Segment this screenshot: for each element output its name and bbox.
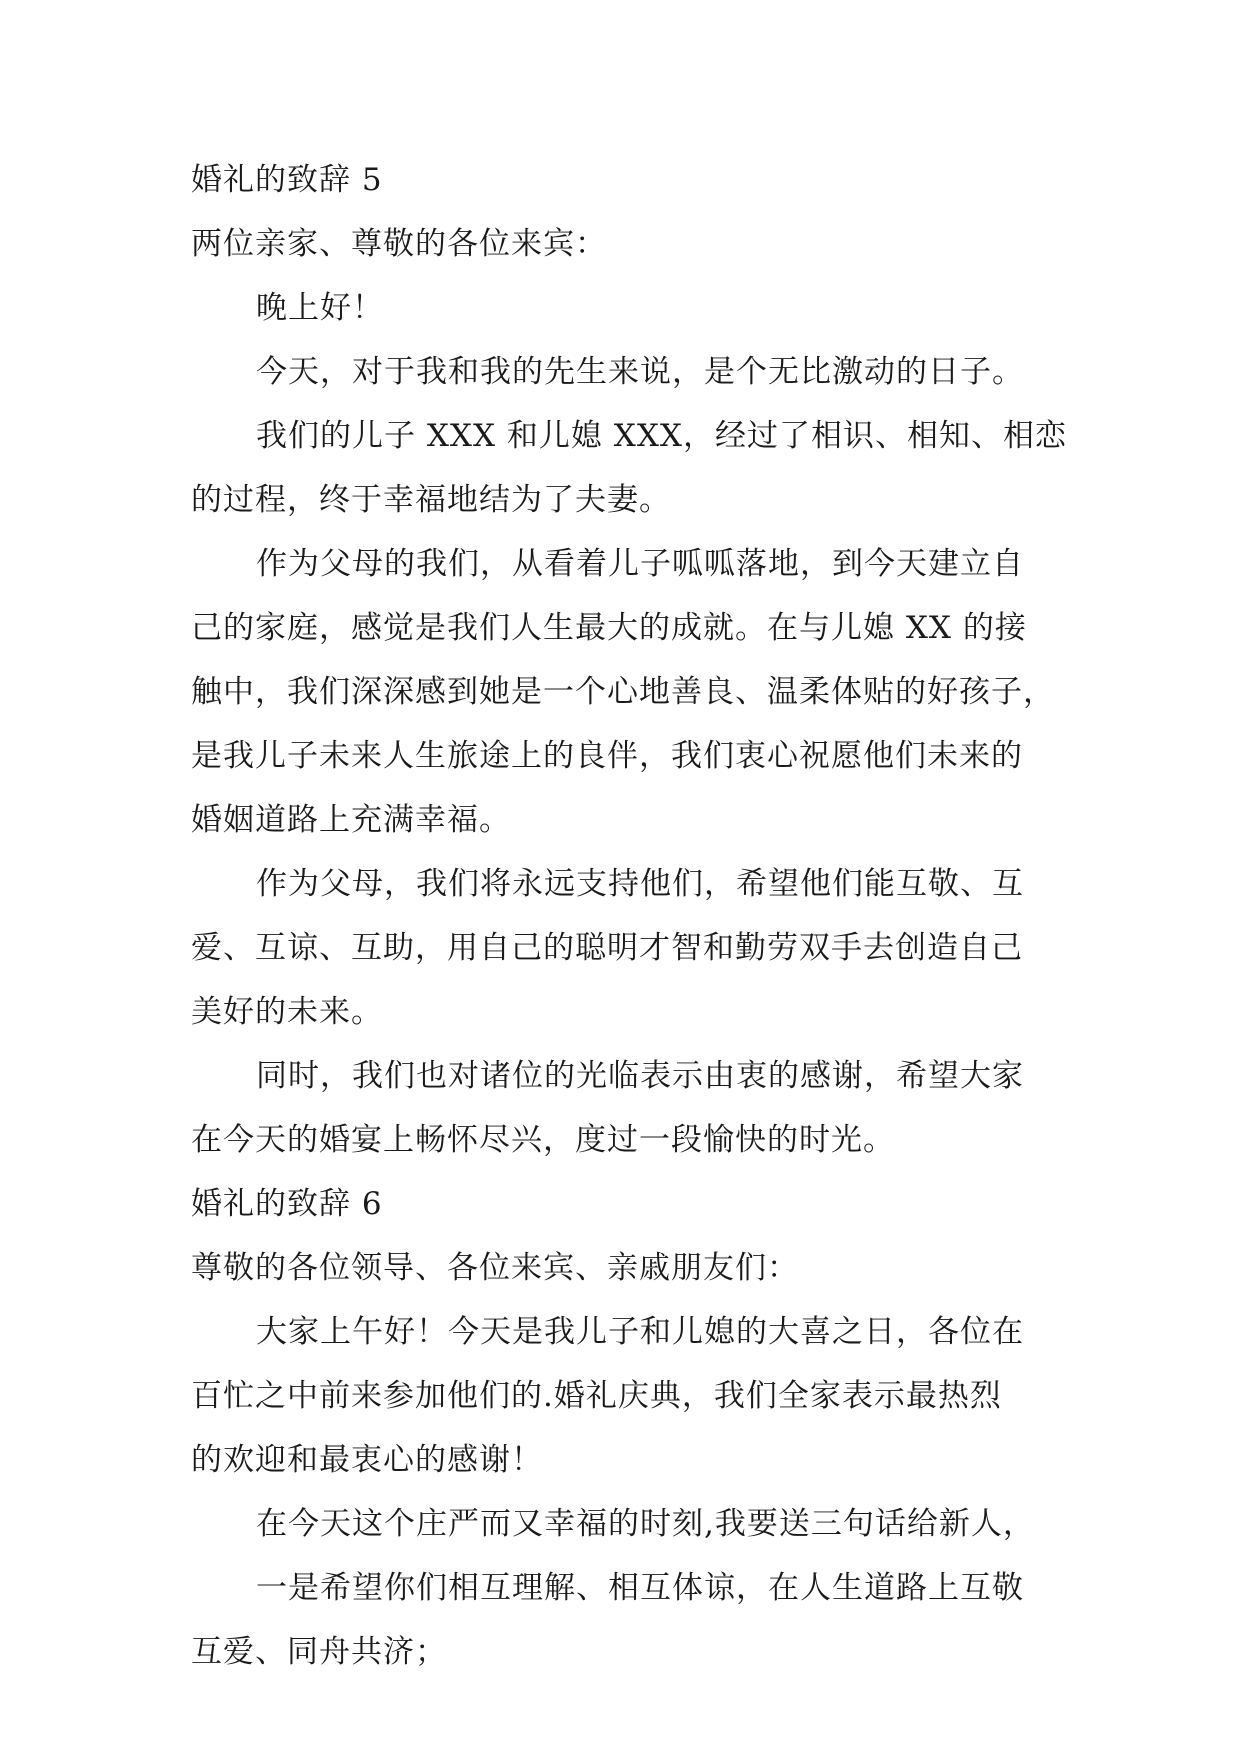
salutation: 尊敬的各位领导、各位来宾、亲戚朋友们： [191, 1250, 799, 1286]
paragraph-line: 在今天的婚宴上畅怀尽兴，度过一段愉快的时光。 [191, 1122, 895, 1158]
paragraph-line: 大家上午好！今天是我儿子和儿媳的大喜之日，各位在 [256, 1314, 1024, 1350]
paragraph-line: 在今天这个庄严而又幸福的时刻,我要送三句话给新人， [256, 1506, 1035, 1542]
paragraph-line: 一是希望你们相互理解、相互体谅，在人生道路上互敬 [256, 1570, 1024, 1606]
paragraph-line: 是我儿子未来人生旅途上的良伴，我们衷心祝愿他们未来的 [191, 738, 1023, 774]
paragraph-line: 互爱、同舟共济； [191, 1634, 447, 1670]
paragraph-line: 今天，对于我和我的先生来说，是个无比激动的日子。 [256, 354, 1024, 390]
paragraph-line: 爱、互谅、互助，用自己的聪明才智和勤劳双手去创造自己 [191, 930, 1023, 966]
salutation: 两位亲家、尊敬的各位来宾： [191, 226, 607, 262]
paragraph-line: 的过程，终于幸福地结为了夫妻。 [191, 482, 671, 518]
paragraph-line: 同时，我们也对诸位的光临表示由衷的感谢，希望大家 [256, 1058, 1024, 1094]
paragraph-line: 己的家庭，感觉是我们人生最大的成就。在与儿媳 XX 的接 [191, 610, 1027, 646]
section-title: 婚礼的致辞 6 [191, 1186, 383, 1222]
paragraph-line: 婚姻道路上充满幸福。 [191, 802, 511, 838]
paragraph-line: 美好的未来。 [191, 994, 383, 1030]
greeting: 晚上好！ [256, 290, 384, 326]
paragraph-line: 我们的儿子 XXX 和儿媳 XXX，经过了相识、相知、相恋 [256, 418, 1067, 454]
section-title: 婚礼的致辞 5 [191, 162, 383, 198]
paragraph-line: 触中，我们深深感到她是一个心地善良、温柔体贴的好孩子， [191, 674, 1055, 710]
paragraph-line: 的欢迎和最衷心的感谢！ [191, 1442, 543, 1478]
paragraph-line: 作为父母，我们将永远支持他们，希望他们能互敬、互 [256, 866, 1024, 902]
paragraph-line: 作为父母的我们，从看着儿子呱呱落地，到今天建立自 [256, 546, 1024, 582]
paragraph-line: 百忙之中前来参加他们的.婚礼庆典，我们全家表示最热烈 [191, 1378, 1002, 1414]
